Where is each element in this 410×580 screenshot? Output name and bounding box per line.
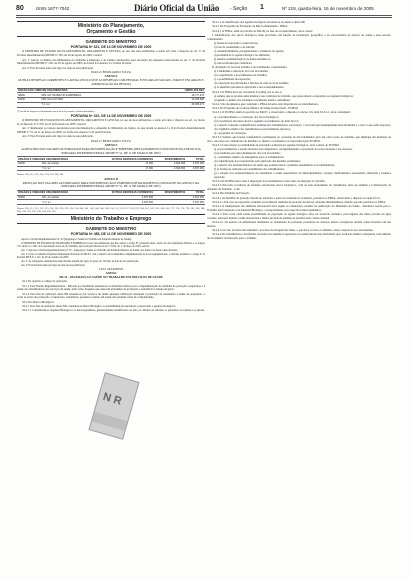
- table-cell: T o t a l: [41, 166, 92, 171]
- ministry-heading-labour: [17, 214, 205, 224]
- table-cell: [17, 102, 40, 107]
- issue-date: Nº 219, quarta-feira, 16 de novembro de 2005: [282, 6, 374, 11]
- table-row: [17, 166, 205, 171]
- table-header: OUTRAS DESPESAS CORRENTES: [92, 191, 154, 196]
- table-cell: 4.520.000: [154, 162, 186, 167]
- ordinance-summary: Aprova a Norma Regulamentadora nº 32 (Segurança e Saúde no Trabalho em Estabelecimentos de Saúde).: [21, 237, 132, 241]
- table-cell: 17.450: [92, 162, 154, 167]
- table-cell: 38000: [17, 93, 40, 98]
- nr-item: 32.2.2 Do Programa de Prevenção de Riscos Ambientais - PPRA:: [212, 24, 288, 29]
- ordinance-article: Art. 2º Esta Portaria entra em vigor na data de sua publicação.: [22, 134, 94, 139]
- ordinance-title: PORTARIA Nº 321, DE 14 DE NOVEMBRO DE 2005: [70, 45, 152, 49]
- table-cell: Min. da Justiça: [41, 162, 92, 167]
- nr-item: c) a possibilidade de exposição;: [214, 77, 251, 82]
- table-note: Fontes: 100, 112, 118, 150, 174, 250, 280, 281.: [17, 173, 65, 177]
- stamp-strip: [92, 412, 127, 431]
- nr-item: 32.2 Dos Riscos Biológicos: [22, 299, 55, 304]
- table-cell: 4.537.450: [186, 200, 205, 205]
- table-cell: 4.537.450: [186, 195, 205, 200]
- table-header: LIMITE ATÉ DEZ: [150, 88, 205, 93]
- nr-item: 32.2.4.1 As medidas de proteção devem ser adotadas a partir do resultado da avaliação, previstas no PPRA, observando o disposto no item 32.2.2.: [212, 195, 381, 200]
- nr-item: 32.2.4 Das Medidas de Proteção: [212, 191, 250, 196]
- nr-item: b) vias de transmissão e de entrada;: [214, 44, 256, 49]
- ordinance-body: O MINISTRO DE ESTADO DO PLANEJAMENTO, ORÇAMENTO E GESTÃO, no uso das suas atribuições, e tendo em vista o disposto no art. 3º da Portaria Interministerial MP/MF nº 230, de 30 de agosto de 2005, resolve:: [17, 49, 205, 58]
- table-cell: 17.450: [92, 166, 154, 171]
- nr-item: I. Identificação dos riscos biológicos mais prováveis, em função da localização geográfica e da característica do serviço de saúde e seus setores, considerando:: [207, 32, 391, 41]
- table-cell: 4.520.000: [154, 166, 186, 171]
- stamp-mark: N R: [101, 390, 124, 408]
- nr-item: 32.2.4.2 A manipulação em ambiente laboratorial deve seguir as orientações contidas na publicação do Ministério da Saúde - Diretrizes Gerais para o Trabalho em Contenção com Material Biológico, correspondentes aos respectivos microrganismos.: [207, 204, 391, 212]
- table-cell: 30000: [17, 162, 41, 167]
- table-header: OUTRAS DESPESAS CORRENTES: [92, 157, 154, 162]
- table-header: TOTAL: [186, 157, 205, 162]
- table-cell: [17, 166, 41, 171]
- section-label: - Seção: [230, 6, 248, 12]
- table-cell: MIN. DO TRABALHO E EMPREGO: [40, 93, 150, 98]
- ordinance-article: Art. 4º Esta Portaria entra em vigor na data de sua publicação.: [21, 263, 86, 267]
- annex-caption: REDUÇÃO DOS VALORES AUTORIZADOS PARA MOVIMENTAÇÃO E EMPENHO (DETALHAMENTO CONSTANTE DO ANEXO I DA PORTARIA INTERMINISTERIAL MP/MF Nº 51, DE 11 DE MARÇO DE 2005): [22, 180, 200, 189]
- table-cell: T o t a l: [40, 102, 150, 107]
- nr-item: a) fontes de exposição e reservatórios;: [214, 40, 259, 45]
- section-number: 1: [260, 4, 264, 11]
- office-heading: GABINETE DO MINISTRO: [85, 226, 137, 232]
- nr-item: 32.2.1 Para fins de aplicação desta NR, considera-se Risco Biológico a probabilidade da exposição ocupacional a agentes biológicos.: [22, 303, 176, 308]
- table-cell: 4.537.450: [92, 200, 154, 205]
- ministry-heading-planning: [17, 21, 205, 37]
- signature: PAULO BERNARDO SILVA: [91, 69, 131, 74]
- table-header: ÓRGÃO E/OU UNIDADE ORÇAMENTÁRIA: [17, 88, 150, 93]
- issn: ISSN 1677-7042: [36, 6, 70, 11]
- nr-item: 32.2.2.1 O PPRA, além do previsto na NR-09, na fase de reconhecimento, deve conter:: [212, 28, 313, 33]
- table-cell: 4.537.450: [186, 166, 205, 171]
- annex-caption: OUTRAS DESPESAS CORRENTES E CAPITAL (EXCLUSIVE AS DESPESAS COM PESSOAL E ENCARGOS SOCIAIS, JUROS E ENCARGOS E AMORTIZAÇÃO DA DÍVIDA): [18, 78, 204, 87]
- nr-item: a) sempre que se produza uma mudança nas condições de trabalho, que possa alterar a exposição aos agentes biológicos;: [214, 93, 354, 98]
- budget-table: [17, 156, 205, 171]
- header-rule-bottom: [16, 17, 392, 18]
- nr-item: b) as medidas para descontaminação do local de trabalho;: [214, 151, 281, 156]
- ordinance-article: Art. 2º Criar a Comissão Tripartite Permanente Nacional da NR-32, com o objetivo de acompanhar a implementação da nova regulamentação, conforme estabelece o artigo 9º da Portaria MTE nº 1.127, de 02 de outubro de 2003.: [17, 252, 205, 260]
- table-cell: [154, 200, 186, 205]
- budget-table: [17, 88, 205, 108]
- header-rule-top: [16, 15, 392, 16]
- nr-item: b) a organização e procedimentos de trabalho;: [214, 73, 268, 78]
- nr-item: 32.2.2.2 O PPRA deve ser reavaliado 01 (uma) vez ao ano e:: [212, 89, 283, 94]
- ordinance-title: PORTARIA Nº 485, DE 11 DE NOVEMBRO DE 2005: [70, 232, 152, 237]
- table-header: TOTAL: [186, 191, 205, 196]
- ordinance-body: O MINISTRO DE ESTADO DO PLANEJAMENTO, ORÇAMENTO E GESTÃO, no uso de suas atribuições, e tendo em vista o disposto no art. 12, inciso II, do Decreto nº 5.379, de 25 de fevereiro de 2005, resolve:: [17, 118, 205, 126]
- page-number: 80: [16, 5, 24, 12]
- table-cell: [17, 200, 41, 205]
- ordinance-article: Art. 1º Remanejar os valores autorizados para movimentação e empenho do Ministério da Justiça, de que tratam os Anexos I e II da Portaria Interministerial MP/MF nº 51, de 11 de março de 2005, na forma dos Anexos I e II desta Portaria.: [17, 126, 205, 134]
- nr-item: g) a relação dos estabelecimentos de assistência à saúde depositários de imunoglobulinas, vacinas, medicamentos necessários, materiais e insumos especiais.: [214, 171, 391, 180]
- table-cell: 4.537.450: [186, 162, 205, 167]
- nr-item: 32.2.3.5 Em toda ocorrência de acidente envolvendo riscos biológicos, com ou sem afastamento do trabalhador, deve ser emitida a Comunicação de Acidente de Trabalho - CAT.: [207, 183, 391, 192]
- annex-label: ANEXO II: [104, 176, 118, 181]
- nr-item: 32.2.4.3.1 Os quartos ou enfermarias destinados ao isolamento de pacientes portadores de doenças infecto-contagiosas devem conter lavatório em seu interior.: [207, 220, 391, 228]
- nr-item: 32.2.3.4 O PCMSO deve estar à disposição dos trabalhadores, bem como da inspeção do trabalho.: [212, 179, 326, 184]
- nr-item: II. Avaliação do local de trabalho e do trabalhador, considerando:: [212, 65, 288, 70]
- document-stamp: [88, 372, 139, 440]
- table-cell: MIN. DA CULTURA: [40, 98, 150, 103]
- table-header: INVESTIMENTOS: [154, 191, 186, 196]
- nr-item: 32.1.1 Esta Norma Regulamentadora - NR tem por finalidade estabelecer as diretrizes básicas para a implementação de medidas de proteção à segurança e à saúde dos trabalhadores dos serviços de saúde, bem como daqueles que exercem atividades de promoção e assistência à saúde em geral.: [17, 283, 205, 292]
- signature: PAULO BERNARDO SILVA: [91, 138, 131, 143]
- table-header: ÓRGÃOS E UNIDADES ORÇAMENTÁRIAS: [17, 157, 92, 162]
- ministry-name-line1: Ministério do Planejamento,: [77, 23, 145, 29]
- nr-item: f) as formas de remoção para atendimento dos trabalhadores;: [214, 167, 285, 172]
- ministry-name: Ministério do Trabalho e Emprego: [70, 216, 152, 223]
- nr-item: c) transmissibilidade, patogenicidade e virulência do agente;: [214, 48, 284, 53]
- nr-item: 32.2.3 Do Programa de Controle Médico de Saúde Ocupacional - PCMSO: [212, 106, 299, 111]
- nr-item: e) estudos epidemiológicos ou dados estatísticos;: [214, 56, 271, 61]
- table-cell: 42000: [17, 98, 40, 103]
- table-cell: T o t a l: [41, 200, 92, 205]
- ordinance-article: Art. 2º Esta Portaria entra em vigor na data de sua publicação.: [22, 65, 94, 70]
- table-cell: 19.777.475: [150, 93, 205, 98]
- annex-caption: ACRÉSCIMO DOS VALORES AUTORIZADOS PARA MOVIMENTAÇÃO E EMPENHO (DETALHAMENTO CONSTANTE DO ANEXO I DA PORTARIA INTERMINISTERIAL MP/MF Nº 51, DE 11 DE MARÇO DE 2005): [21, 146, 201, 155]
- nr-item: 32.2.3.3 Com relação à possibilidade de exposição acidental aos agentes biológicos, deve constar do PCMSO:: [212, 142, 340, 147]
- nr-item: c) a relação contendo a identificação nominal dos trabalhadores, sua função, o local em que desempenham suas atividades e o risco a que estão expostos;: [214, 122, 391, 127]
- nr-item: 32.2.4.4 Os trabalhadores com feridas ou lesões nos membros superiores só podem iniciar suas atividades após avaliação médica obrigatória com emissão de documento de liberação para o trabalho.: [207, 232, 391, 241]
- ordinance-title: PORTARIA Nº 322, DE 14 DE NOVEMBRO DE 2005: [70, 113, 152, 118]
- left-column: [17, 21, 205, 313]
- nr-item: d) a descrição das atividades e funções de cada local de trabalho;: [214, 81, 290, 86]
- nr-item: d) a identificação dos responsáveis pela aplicação das medidas pertinentes;: [214, 159, 301, 164]
- nr-item: e) o programa de vacinação.: [214, 130, 247, 135]
- nr-item: a) o reconhecimento e a avaliação dos riscos biológicos;: [214, 114, 280, 119]
- journal-title: Diário Oficial da União: [134, 3, 220, 13]
- nr-item: a) a finalidade e descrição do local de trabalho;: [214, 69, 269, 74]
- annex-label: ANEXO I: [104, 142, 118, 147]
- nr-item: d) a vigilância médica dos trabalhadores potencialmente expostos;: [214, 126, 291, 131]
- table-cell: 30000: [17, 195, 41, 200]
- nr-item: 32.2.3.1 O PCMSO, além do previsto na NR-07, e observando o disposto no inciso I do item 32.2.2.1, deve contemplar:: [212, 110, 351, 115]
- table-row: [17, 200, 205, 205]
- table-header: ÓRGÃOS E UNIDADES ORÇAMENTÁRIAS: [17, 191, 92, 196]
- table-cell: 32.936.471: [150, 102, 205, 107]
- nr-item: 32.2.3.2 Sempre que houver transferência permanente ou ocasional de um trabalhador para um outro posto de trabalho, que implique em mudança de risco, esta deve ser comunicada de imediato ao médico coordenador ou responsável pelo PCMSO.: [207, 134, 391, 143]
- ordinance-article: Art. 1º Aprovar a Norma Regulamentadora nº 32 - Segurança e Saúde no Trabalho em Estabelecimentos de Saúde, nos termos do Anexo desta Portaria.: [21, 248, 178, 252]
- budget-table: [17, 190, 205, 205]
- nr-item: 32.2.2.3 Os documentos que compõem o PPRA deverão estar disponíveis aos trabalhadores.: [212, 101, 319, 106]
- nr-item: 32.2.1.2 A classificação dos agentes biológicos encontra-se no anexo I desta NR.: [212, 20, 306, 24]
- ordinance-article: Art. 1º Alterar os limites dos Ministérios do Trabalho e Emprego e da Cultura autorizados para execução das despesas relacionadas no art. 1º da Portaria Interministerial MP/MF nº 230, de 30 de agosto de 2005, na forma dos Anexos I a II desta Portaria.: [17, 57, 205, 66]
- nr-item: e) as medidas preventivas aplicáveis e seu acompanhamento.: [214, 85, 285, 90]
- nr-item: c) o tratamento médico de emergência para os trabalhadores;: [214, 155, 285, 160]
- table-row: [17, 102, 205, 107]
- right-items: [207, 21, 391, 241]
- nr-item: b) a localização das áreas de risco segundo os parâmetros do item 32.2.2;: [214, 118, 299, 123]
- nr-item: d) persistência do agente biológico no ambiente;: [214, 52, 271, 57]
- nr-item: a) os procedimentos a serem adotados para diagnóstico, acompanhamento e prevenção da soroconversão e das doenças;: [214, 147, 353, 152]
- nr-items: [17, 280, 205, 313]
- table-note: Fontes: 100, 111, 112, 113, 115, 116, 118, 120, 129, 130, 134, 140, 141, 142, 146, 148, 149, 150, 151, 153, 157, 158, 159, 160, 161, 162, 163, 164, 165, 171, 174, 176, 178, 180, 183, 186, 189, 190, 191, 192, 193, 194, 250, 281.: [17, 207, 205, 214]
- office-heading: GABINETE DO MINISTRO: [85, 39, 137, 44]
- nr-item: 32.2.4.3.2 O uso de luvas não substitui o processo de lavagem das mãos, o que deve ocorrer, no mínimo, antes e depois do uso das mesmas.: [212, 228, 374, 233]
- nr-item: b) quando a análise dos acidentes e incidentes assim o determinar.: [214, 97, 291, 102]
- table-cell: Min. da Justiça: [41, 195, 92, 200]
- nr-item: 32.1.2 Para fins de aplicação desta NR entende-se por serviços de saúde qualquer edificação destinada à prestação de assistência à saúde da população, e todas as ações de promoção, recuperação, assistência, pesquisa e ensino em saúde em qualquer nível de complexidade.: [17, 291, 205, 300]
- signature: LUIZ MARINHO: [98, 266, 124, 271]
- nr-item: 32.1 Do objetivo e campo de aplicação.: [22, 279, 68, 284]
- table-note: (*) Inclui as despesas relacionadas com a área de pessoal e demais atividades.: [17, 109, 95, 113]
- table-cell: 4.537.450: [92, 195, 154, 200]
- nr-title: NR 32 - SEGURANÇA E SAÚDE NO TRABALHO EM SERVIÇOS DE SAÚDE: [59, 275, 163, 280]
- annex-label: ANEXO: [105, 270, 117, 275]
- right-column: [207, 21, 391, 241]
- nr-item: f) outras informações científicas.: [214, 60, 253, 65]
- nr-item: 32.2.4.3 Todo local onde exista possibilidade de exposição ao agente biológico deve ter lavatório exclusivo para higiene das mãos provido de água corrente, sabonete líquido, toalha descartável e lixeira provida de sistema de abertura sem contato manual.: [207, 212, 391, 220]
- ministry-name-line2: Orçamento e Gestão: [86, 29, 136, 35]
- ordinance-article: Art. 3º As obrigações estabelecidas nesta Norma entram em vigor no prazo de 120 dias da data de sua publicação.: [21, 259, 139, 263]
- nr-item: 32.2.4.1.1 Em caso de exposição acidental ou incidental, medidas de proteção devem ser adotadas imediatamente, mesmo que não previstas no PPRA.: [212, 199, 386, 204]
- ordinance-body: O MINISTRO DE ESTADO DO TRABALHO E EMPREGO, no uso das atribuições que lhe confere o artigo 87, parágrafo único, inciso II, da Constituição Federal, e os artigos 155, inciso I, e 200, da Consolidação das Leis do Trabalho, aprovada pelo Decreto-Lei nº 5.452, de 1º de maio de 1943, resolve:: [17, 241, 205, 248]
- annex-label: ANEXO I: [104, 74, 118, 79]
- table-header: INVESTIMENTOS: [154, 157, 186, 162]
- table-cell: 13.158.996: [150, 98, 205, 103]
- nr-item: 32.2.1.1 Consideram-se Agentes Biológicos os microrganismos, geneticamente modificados ou não; as culturas de células; os parasitas; as toxinas e os príons.: [22, 308, 205, 313]
- nr-item: e) a relação dos estabelecimentos de saúde que podem prestar o primeiro atendimento aos trabalhadores;: [214, 163, 335, 168]
